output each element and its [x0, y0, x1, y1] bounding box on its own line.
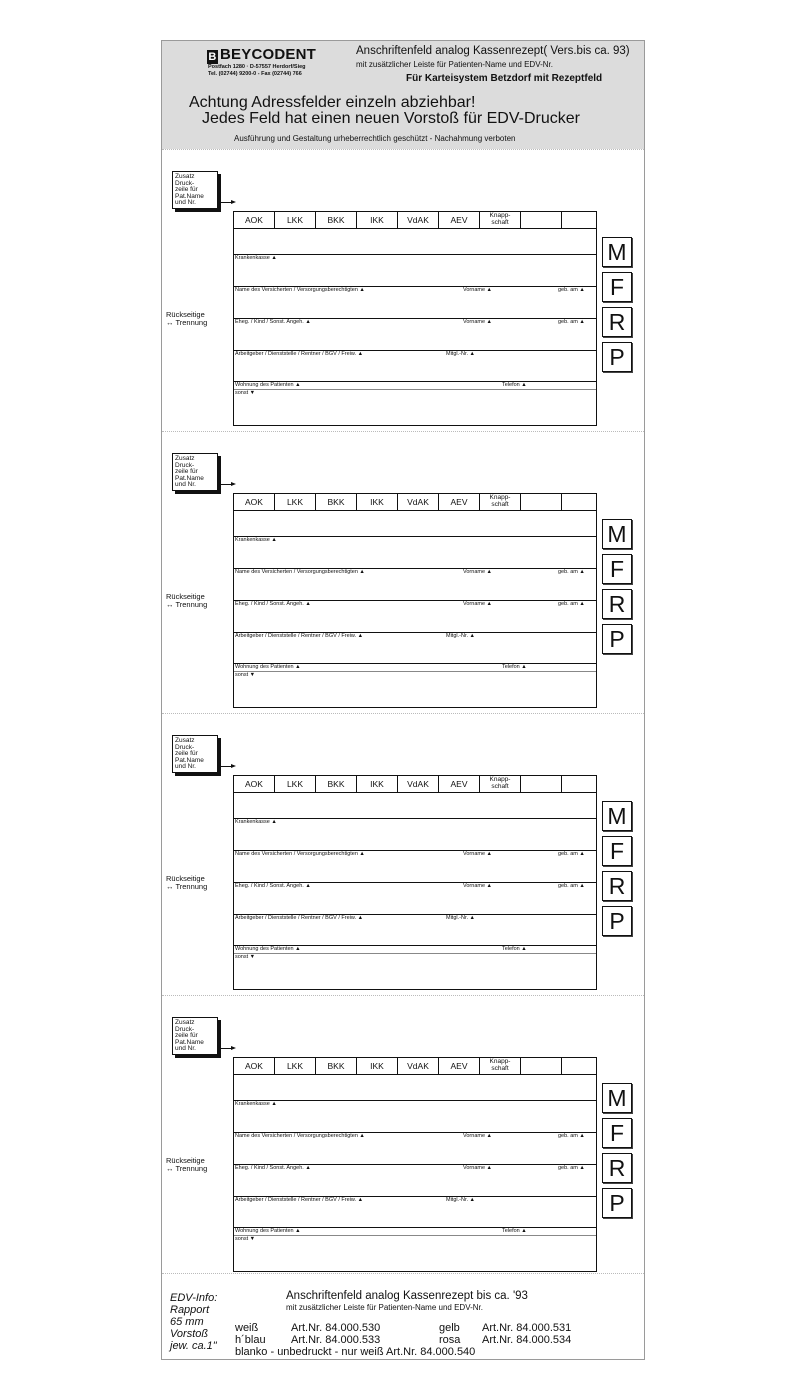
label-sonst: sonst ▼	[235, 390, 256, 396]
zusatz-line: zeile für	[175, 186, 198, 194]
tab-aok: AOK	[234, 776, 275, 792]
label-telefon: Telefon ▲	[502, 664, 527, 670]
label-sonst: sonst ▼	[235, 672, 256, 678]
tab-bkk: BKK	[316, 212, 357, 228]
label-name: Name des Versicherten / Versorgungsberechtigten ▲	[235, 851, 365, 857]
label-geb: geb. am ▲	[558, 569, 585, 575]
zusatz-line: Pat.Name	[175, 192, 204, 200]
article-number: Art.Nr. 84.000.534	[482, 1334, 572, 1346]
brand-logo	[207, 46, 316, 64]
letter-m-box: M	[602, 1083, 632, 1113]
insurance-tabs	[234, 494, 596, 511]
edv-info-line: Rapport	[170, 1304, 210, 1316]
tab-blank	[521, 212, 562, 228]
label-telefon: Telefon ▲	[502, 382, 527, 388]
edv-info-line: 65 mm	[170, 1316, 204, 1328]
address-line: Postfach 1280 · D-57557 Herdorf/Sieg	[208, 64, 306, 70]
label-geb: geb. am ▲	[558, 1133, 585, 1139]
label-eheg: Eheg. / Kind / Sonst. Angeh. ▲	[235, 1165, 311, 1171]
zusatz-box	[172, 453, 218, 491]
letter-p-box: P	[602, 342, 632, 372]
tab-blank	[521, 776, 562, 792]
label-vorname: Vorname ▲	[463, 1165, 492, 1171]
zusatz-box	[172, 171, 218, 209]
divider	[234, 1100, 596, 1101]
letter-f-box: F	[602, 272, 632, 302]
insurance-tabs	[234, 776, 596, 793]
zusatz-box	[172, 735, 218, 773]
tab-vdak: VdAK	[398, 494, 439, 510]
rueck-line: Rückseitige	[166, 1156, 205, 1165]
arrow-right-icon	[220, 766, 232, 767]
zusatz-line: zeile für	[175, 750, 198, 758]
label-telefon: Telefon ▲	[502, 946, 527, 952]
rueckseitige-trennung	[166, 1157, 207, 1173]
edv-info-line: Vorstoß	[170, 1328, 209, 1340]
zusatz-line: Druck-	[175, 179, 195, 187]
zusatz-line: Zusatz	[175, 737, 195, 744]
letter-f-box: F	[602, 554, 632, 584]
label-vorname: Vorname ▲	[463, 319, 492, 325]
letter-r-box: R	[602, 307, 632, 337]
zusatz-line: Druck-	[175, 743, 195, 751]
tab-knappschaft: Knapp- schaft	[480, 494, 521, 510]
zusatz-box	[172, 1017, 218, 1055]
label-eheg: Eheg. / Kind / Sonst. Angeh. ▲	[235, 883, 311, 889]
rueck-line: ↔ Trennung	[166, 318, 208, 327]
label-vorname: Vorname ▲	[463, 287, 492, 293]
zusatz-line: und Nr.	[175, 763, 196, 771]
tab-ikk: IKK	[357, 212, 398, 228]
tab-blank	[562, 1058, 596, 1074]
label-geb: geb. am ▲	[558, 1165, 585, 1171]
tab-vdak: VdAK	[398, 1058, 439, 1074]
label-mitgl: Mitgl.-Nr. ▲	[446, 633, 475, 639]
zusatz-line: und Nr.	[175, 199, 196, 207]
arrow-right-icon	[220, 1048, 232, 1049]
label-name: Name des Versicherten / Versorgungsberechtigten ▲	[235, 287, 365, 293]
tab-aev: AEV	[439, 1058, 480, 1074]
zusatz-line: zeile für	[175, 1032, 198, 1040]
rueckseitige-trennung	[166, 311, 207, 327]
zusatz-line: Zusatz	[175, 173, 195, 180]
tab-knappschaft: Knapp- schaft	[480, 212, 521, 228]
rueck-line: ↔ Trennung	[166, 1164, 208, 1173]
letter-m-box: M	[602, 237, 632, 267]
letter-r-box: R	[602, 1153, 632, 1183]
tab-vdak: VdAK	[398, 212, 439, 228]
warning-line-2: Jedes Feld hat einen neuen Vorstoß für EDV-Drucker	[202, 110, 580, 127]
label-sonst: sonst ▼	[235, 954, 256, 960]
tab-blank	[521, 494, 562, 510]
brand-address	[208, 64, 306, 77]
label-telefon: Telefon ▲	[502, 1228, 527, 1234]
tab-blank	[562, 776, 596, 792]
label-arbeitgeber: Arbeitgeber / Dienststelle / Rentner / BGV / Freiw. ▲	[235, 351, 364, 357]
letter-p-box: P	[602, 1188, 632, 1218]
footer-title: Anschriftenfeld analog Kassenrezept bis ca. '93	[286, 1290, 528, 1302]
zusatz-line: zeile für	[175, 468, 198, 476]
tab-bkk: BKK	[316, 776, 357, 792]
address-form	[233, 493, 597, 708]
label-sonst: sonst ▼	[235, 1236, 256, 1242]
tab-lkk: LKK	[275, 1058, 316, 1074]
header-title: Anschriftenfeld analog Kassenrezept( Vers.bis ca. 93)	[356, 45, 630, 57]
divider	[234, 818, 596, 819]
rueck-line: ↔ Trennung	[166, 600, 208, 609]
letter-p-box: P	[602, 906, 632, 936]
section-separator	[162, 995, 644, 996]
form-sheet	[161, 40, 645, 1360]
address-section	[162, 713, 644, 995]
label-mitgl: Mitgl.-Nr. ▲	[446, 915, 475, 921]
footer-subtitle: mit zusätzlicher Leiste für Patienten-Name und EDV-Nr.	[286, 1303, 483, 1312]
zusatz-line: und Nr.	[175, 481, 196, 489]
label-eheg: Eheg. / Kind / Sonst. Angeh. ▲	[235, 319, 311, 325]
tab-ikk: IKK	[357, 494, 398, 510]
zusatz-line: Zusatz	[175, 1019, 195, 1026]
rueck-line: Rückseitige	[166, 874, 205, 883]
label-vorname: Vorname ▲	[463, 883, 492, 889]
label-vorname: Vorname ▲	[463, 851, 492, 857]
label-geb: geb. am ▲	[558, 601, 585, 607]
letter-m-box: M	[602, 801, 632, 831]
tab-lkk: LKK	[275, 494, 316, 510]
zusatz-line: Pat.Name	[175, 1038, 204, 1046]
label-name: Name des Versicherten / Versorgungsberechtigten ▲	[235, 1133, 365, 1139]
article-number: Art.Nr. 84.000.530	[291, 1322, 381, 1334]
arrow-right-icon	[220, 202, 232, 203]
insurance-tabs	[234, 212, 596, 229]
label-wohnung: Wohnung des Patienten ▲	[235, 1228, 301, 1234]
label-mitgl: Mitgl.-Nr. ▲	[446, 351, 475, 357]
letter-r-box: R	[602, 589, 632, 619]
label-arbeitgeber: Arbeitgeber / Dienststelle / Rentner / BGV / Freiw. ▲	[235, 633, 364, 639]
divider	[234, 254, 596, 255]
brand-mark-icon: B	[208, 51, 217, 63]
label-geb: geb. am ▲	[558, 319, 585, 325]
label-arbeitgeber: Arbeitgeber / Dienststelle / Rentner / BGV / Freiw. ▲	[235, 915, 364, 921]
tab-bkk: BKK	[316, 494, 357, 510]
tab-aok: AOK	[234, 1058, 275, 1074]
rueckseitige-trennung	[166, 875, 207, 891]
tab-ikk: IKK	[357, 776, 398, 792]
article-color: rosa	[439, 1334, 461, 1346]
label-wohnung: Wohnung des Patienten ▲	[235, 382, 301, 388]
divider	[234, 389, 596, 390]
rueck-line: ↔ Trennung	[166, 882, 208, 891]
letter-p-box: P	[602, 624, 632, 654]
label-vorname: Vorname ▲	[463, 569, 492, 575]
edv-info-line: EDV-Info:	[170, 1292, 218, 1304]
label-mitgl: Mitgl.-Nr. ▲	[446, 1197, 475, 1203]
section-separator	[162, 431, 644, 432]
insurance-tabs	[234, 1058, 596, 1075]
letter-f-box: F	[602, 836, 632, 866]
label-geb: geb. am ▲	[558, 883, 585, 889]
article-number: Art.Nr. 84.000.533	[291, 1334, 381, 1346]
zusatz-line: Druck-	[175, 1025, 195, 1033]
tab-ikk: IKK	[357, 1058, 398, 1074]
tab-aev: AEV	[439, 776, 480, 792]
article-color: weiß	[235, 1322, 259, 1334]
address-form	[233, 211, 597, 426]
label-geb: geb. am ▲	[558, 287, 585, 293]
zusatz-line: Pat.Name	[175, 474, 204, 482]
tab-blank	[562, 212, 596, 228]
letter-f-box: F	[602, 1118, 632, 1148]
label-wohnung: Wohnung des Patienten ▲	[235, 664, 301, 670]
address-form	[233, 775, 597, 990]
tab-aok: AOK	[234, 212, 275, 228]
zusatz-line: Druck-	[175, 461, 195, 469]
article-number: Art.Nr. 84.000.531	[482, 1322, 572, 1334]
label-arbeitgeber: Arbeitgeber / Dienststelle / Rentner / BGV / Freiw. ▲	[235, 1197, 364, 1203]
divider	[234, 1235, 596, 1236]
label-krankenkasse: Krankenkasse ▲	[235, 1101, 277, 1107]
address-section	[162, 995, 644, 1277]
label-name: Name des Versicherten / Versorgungsberechtigten ▲	[235, 569, 365, 575]
label-krankenkasse: Krankenkasse ▲	[235, 255, 277, 261]
divider	[234, 671, 596, 672]
label-eheg: Eheg. / Kind / Sonst. Angeh. ▲	[235, 601, 311, 607]
label-vorname: Vorname ▲	[463, 1133, 492, 1139]
address-line: Tel. (02744) 9200-0 - Fax (02744) 766	[208, 70, 302, 77]
rueck-line: Rückseitige	[166, 592, 205, 601]
footer	[162, 1273, 644, 1359]
divider	[234, 953, 596, 954]
address-form	[233, 1057, 597, 1272]
letter-r-box: R	[602, 871, 632, 901]
tab-aev: AEV	[439, 212, 480, 228]
label-krankenkasse: Krankenkasse ▲	[235, 537, 277, 543]
section-separator	[162, 149, 644, 150]
warning-line-1: Achtung Adressfelder einzeln abziehbar!	[189, 94, 476, 111]
zusatz-line: Pat.Name	[175, 756, 204, 764]
label-geb: geb. am ▲	[558, 851, 585, 857]
header-system: Für Karteisystem Betzdorf mit Rezeptfeld	[406, 73, 603, 84]
tab-vdak: VdAK	[398, 776, 439, 792]
tab-aok: AOK	[234, 494, 275, 510]
blanko-note: blanko - unbedruckt - nur weiß Art.Nr. 84.000.540	[235, 1346, 476, 1358]
label-krankenkasse: Krankenkasse ▲	[235, 819, 277, 825]
header-subtitle: mit zusätzlicher Leiste für Patienten-Name und EDV-Nr.	[356, 60, 553, 69]
edv-info-line: jew. ca.1"	[170, 1340, 217, 1352]
tab-aev: AEV	[439, 494, 480, 510]
tab-blank	[562, 494, 596, 510]
address-section	[162, 149, 644, 431]
zusatz-line: und Nr.	[175, 1045, 196, 1053]
arrow-right-icon	[220, 484, 232, 485]
header	[162, 41, 644, 149]
tab-blank	[521, 1058, 562, 1074]
zusatz-line: Zusatz	[175, 455, 195, 462]
article-color: h´blau	[235, 1334, 266, 1346]
letter-m-box: M	[602, 519, 632, 549]
rueckseitige-trennung	[166, 593, 207, 609]
tab-knappschaft: Knapp- schaft	[480, 776, 521, 792]
tab-lkk: LKK	[275, 776, 316, 792]
address-section	[162, 431, 644, 713]
tab-knappschaft: Knapp- schaft	[480, 1058, 521, 1074]
section-separator	[162, 713, 644, 714]
rueck-line: Rückseitige	[166, 310, 205, 319]
tab-bkk: BKK	[316, 1058, 357, 1074]
label-vorname: Vorname ▲	[463, 601, 492, 607]
tab-lkk: LKK	[275, 212, 316, 228]
brand-name: BEYCODENT	[220, 46, 316, 63]
article-color: gelb	[439, 1322, 460, 1334]
copyright-notice: Ausführung und Gestaltung urheberrechtlich geschützt - Nachahmung verboten	[234, 134, 516, 143]
edv-info	[170, 1292, 217, 1352]
divider	[234, 536, 596, 537]
label-wohnung: Wohnung des Patienten ▲	[235, 946, 301, 952]
